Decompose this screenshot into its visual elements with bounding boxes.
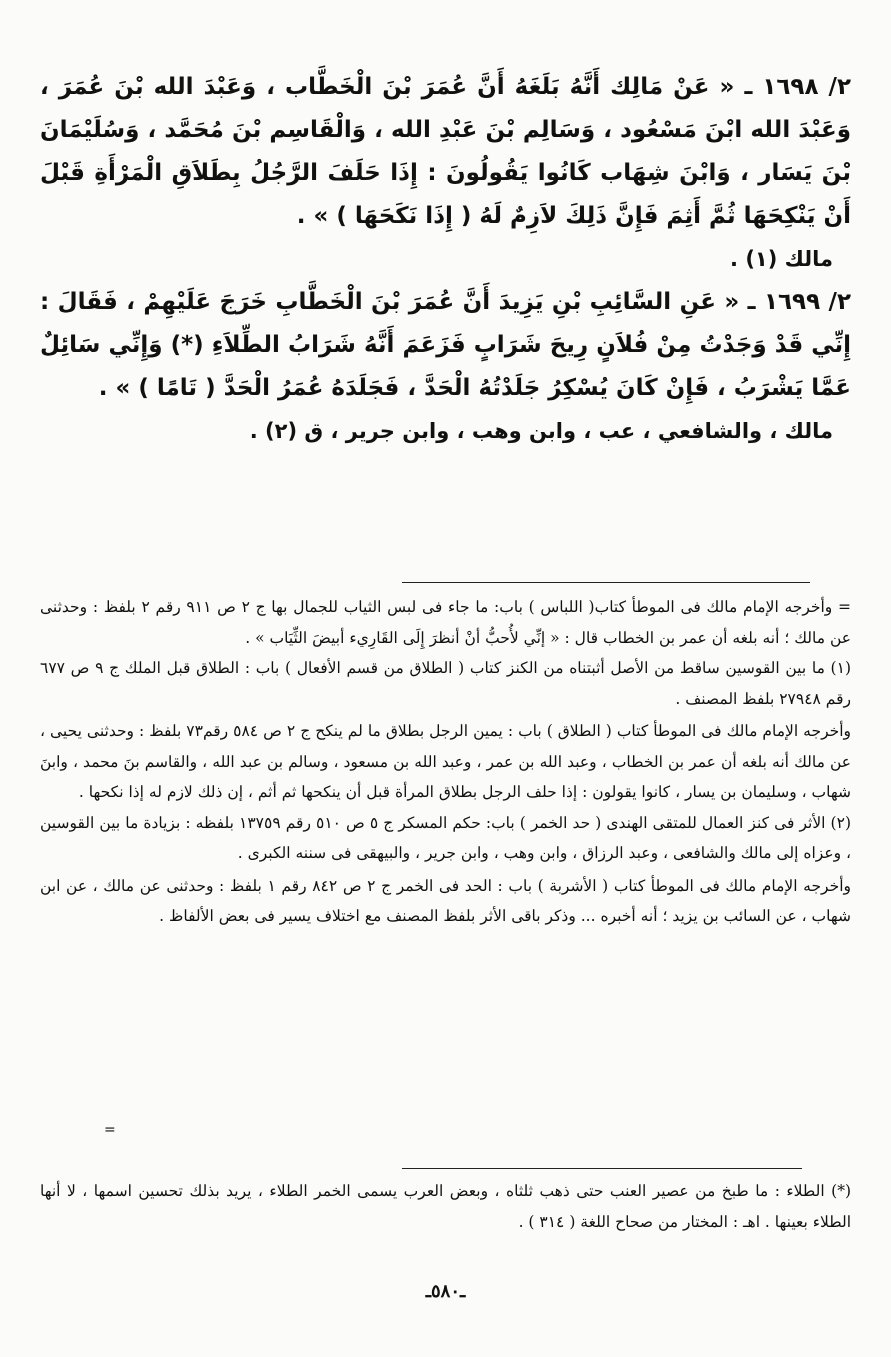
star-note-separator	[402, 1168, 802, 1169]
footnotes	[40, 592, 851, 932]
hadith-text: ـ « عَنِ السَّائِبِ بْنِ يَزِيدَ أَنَّ عُمَرَ بْنَ الْخَطَّابِ خَرَجَ عَلَيْهِمْ ، فَقَالَ : إِنِّي قَدْ وَجَدْتُ مِنْ فُلاَنٍ رِيحَ شَرَابٍ فَزَعَمَ أَنَّهُ شَرَابُ الطِّلاَءِ (*) وَإِنِّي سَائِلٌ عَمَّا يَشْرَبُ ، فَإِنْ كَانَ يُسْكِرُ جَلَدْتُهُ الْحَدَّ ، فَجَلَدَهُ عُمَرُ الْحَدَّ ( تَامًا ) » .	[40, 289, 851, 401]
star-note: (*) الطلاء : ما طبخ من عصير العنب حتى ذهب ثلثاه ، وبعض العرب يسمى الخمر الطلاء ، يريد بذلك تحسين اسمها ، لا أنها الطلاء بعينها . اهـ : المختار من صحاح اللغة ( ٣١٤ ) .	[40, 1182, 851, 1231]
page-number: ـ٥٨٠ـ	[425, 1281, 466, 1302]
footnote-continued: = وأخرجه الإمام مالك فى الموطأ كتاب( اللباس ) باب: ما جاء فى لبس الثياب للجمال بها ج ٢ ص ٩١١ رقم ٢ بلفظ : وحدثنى عن مالك ؛ أنه بلغه أن عمر بن الخطاب قال : « إنِّي لأُحبُّ أنْ أنظرَ إِلَى القَارِيء أبيضَ الثِّيَاب » .	[40, 598, 851, 647]
footnote-2-muwatta: وأخرجه الإمام مالك فى الموطأ كتاب ( الأشربة ) باب : الحد فى الخمر ج ٢ ص ٨٤٢ رقم ١ بلفظ : وحدثنى عن مالك ، عن ابن شهاب ، عن السائب بن يزيد ؛ أنه أخبره ... وذكر باقى الأثر بلفظ المصنف مع اختلاف يسير فى بعض الألفاظ .	[40, 876, 851, 925]
hadith-source: مالك (١) .	[730, 247, 833, 271]
hadith-source: مالك ، والشافعي ، عب ، وابن وهب ، وابن جرير ، ق (٢) .	[249, 419, 833, 443]
footnote-1-muwatta: وأخرجه الإمام مالك فى الموطأ كتاب ( الطلاق ) باب : يمين الرجل بطلاق ما لم ينكح ج ٢ ص ٥٨٤ رقم٧٣ بلفظ : وحدثنى يحيى ، عن مالك أنه بلغه أن عمر بن الخطاب ، وعبد الله بن عمر ، وعبد الله بن مسعود ، وسالم بن عبد الله ، والقاسم بنَ محمد ، وابنَ شهاب ، وسليمان بن يسار ، كانوا يقولون : إذا حلف الرجل بطلاق المرأة قبل أن ينكحها ثم أثم ، إن ذلك لازم له إذا نكحها .	[40, 722, 851, 801]
hadith-section	[40, 66, 851, 453]
hadith-number: ٢/ ١٦٩٩	[763, 289, 851, 315]
hadith-number: ٢/ ١٦٩٨	[762, 74, 851, 100]
hadith-1698	[40, 66, 851, 238]
footnote-1: (١) ما بين القوسين ساقط من الأصل أثبتناه من الكنز كتاب ( الطلاق من قسم الأفعال ) باب : الطلاق قبل الملك ج ٩ ص ٦٧٧ رقم ٢٧٩٤٨ بلفظ المصنف .	[40, 659, 851, 708]
hadith-text: ـ « عَنْ مَالِك أَنَّهُ بَلَغَهُ أَنَّ عُمَرَ بْنَ الْخَطَّاب ، وَعَبْدَ الله بْنَ عُمَرَ ، وَعَبْدَ الله ابْنَ مَسْعُود ، وَسَالِم بْنَ عَبْدِ الله ، وَالْقَاسِم بْنَ مُحَمَّد ، وَسُلَيْمَانَ بْنَ يَسَار ، وَابْنَ شِهَاب كَانُوا يَقُولُونَ : إِذَا حَلَفَ الرَّجُلُ بِطَلاَقِ الْمَرْأَةِ قَبْلَ أَنْ يَنْكِحَهَا ثُمَّ أَثِمَ فَإِنَّ ذَلِكَ لاَزِمٌ لَهُ ( إِذَا نَكَحَهَا ) » .	[40, 74, 851, 229]
footnote-2: (٢) الأثر فى كنز العمال للمتقى الهندى ( حد الخمر ) باب: حكم المسكر ج ٥ ص ٥١٠ رقم ١٣٧٥٩ بلفظه : بزيادة ما بين القوسين ، وعزاه إلى مالك والشافعى ، وعبد الرزاق ، وابن وهب ، وابن جرير ، والبيهقى فى سننه الكبرى .	[40, 813, 851, 862]
star-note-section	[40, 1176, 851, 1237]
hadith-1699	[40, 281, 851, 410]
continuation-mark: =	[104, 1122, 116, 1138]
footnote-separator	[402, 582, 810, 583]
